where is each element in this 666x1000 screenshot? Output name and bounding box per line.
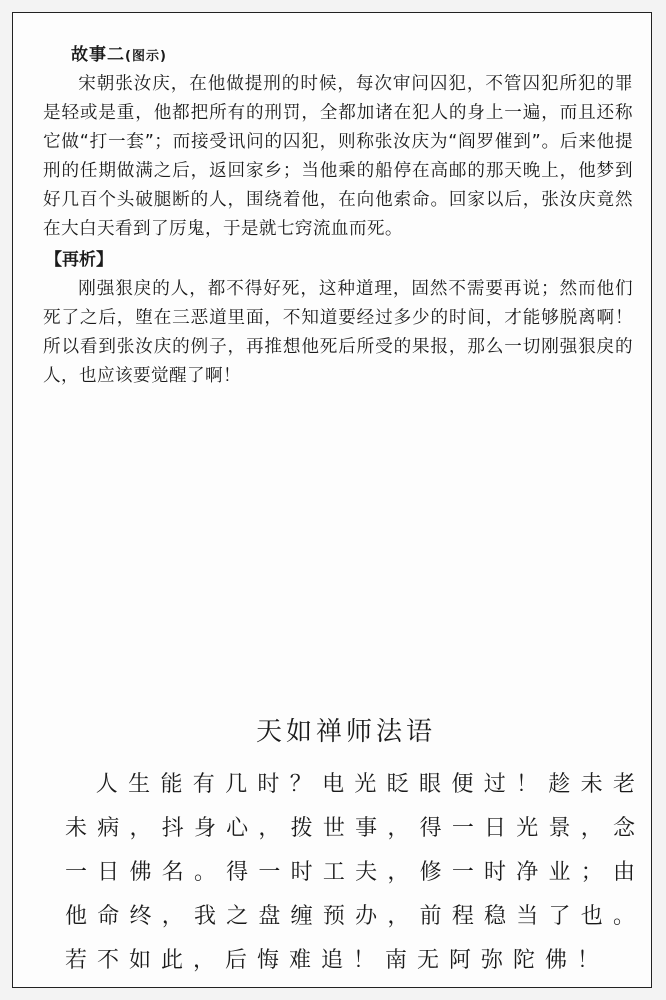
dharma-title: 天如禅师法语 [255,717,436,747]
bordered-panel [12,12,652,988]
story-heading-sub: (图示) [125,49,167,64]
story-heading [43,41,633,70]
story-section [43,41,633,391]
story-heading-title: 故事二 [71,45,125,65]
dharma-section [65,709,645,983]
analysis-heading: 【再析】 [45,250,113,270]
analysis-paragraph: 刚强狠戾的人，都不得好死，这种道理，固然不需要再说；然而他们死了之后，堕在三恶道里面，不知道要经过多少的时间，才能够脱离啊！所以看到张汝庆的例子，再推想他死后所受的果报，那么一切刚强狠戾的人，也应该要觉醒了啊！ [43,279,633,386]
story-paragraph: 宋朝张汝庆，在他做提刑的时候，每次审问囚犯，不管囚犯所犯的罪是轻或是重，他都把所有的刑罚，全都加诸在犯人的身上一遍，而且还称它做“打一套”；而接受讯问的囚犯，则称张汝庆为“阎罗催到”。后来他提刑的任期做满之后，返回家乡；当他乘的船停在高邮的那天晚上，他梦到好几百个头破腿断的人，围绕着他，在向他索命。回家以后，张汝庆竟然在大白天看到了厉鬼，于是就七窍流血而死。 [43,74,633,239]
dharma-text: 人生能有几时？电光眨眼便过！趁未老未病，抖身心，拨世事，得一日光景，念一日佛名。得一时工夫，修一时净业；由他命终，我之盘缠预办，前程稳当了也。若不如此，后悔难追！南无阿弥陀佛！ [65,772,645,973]
